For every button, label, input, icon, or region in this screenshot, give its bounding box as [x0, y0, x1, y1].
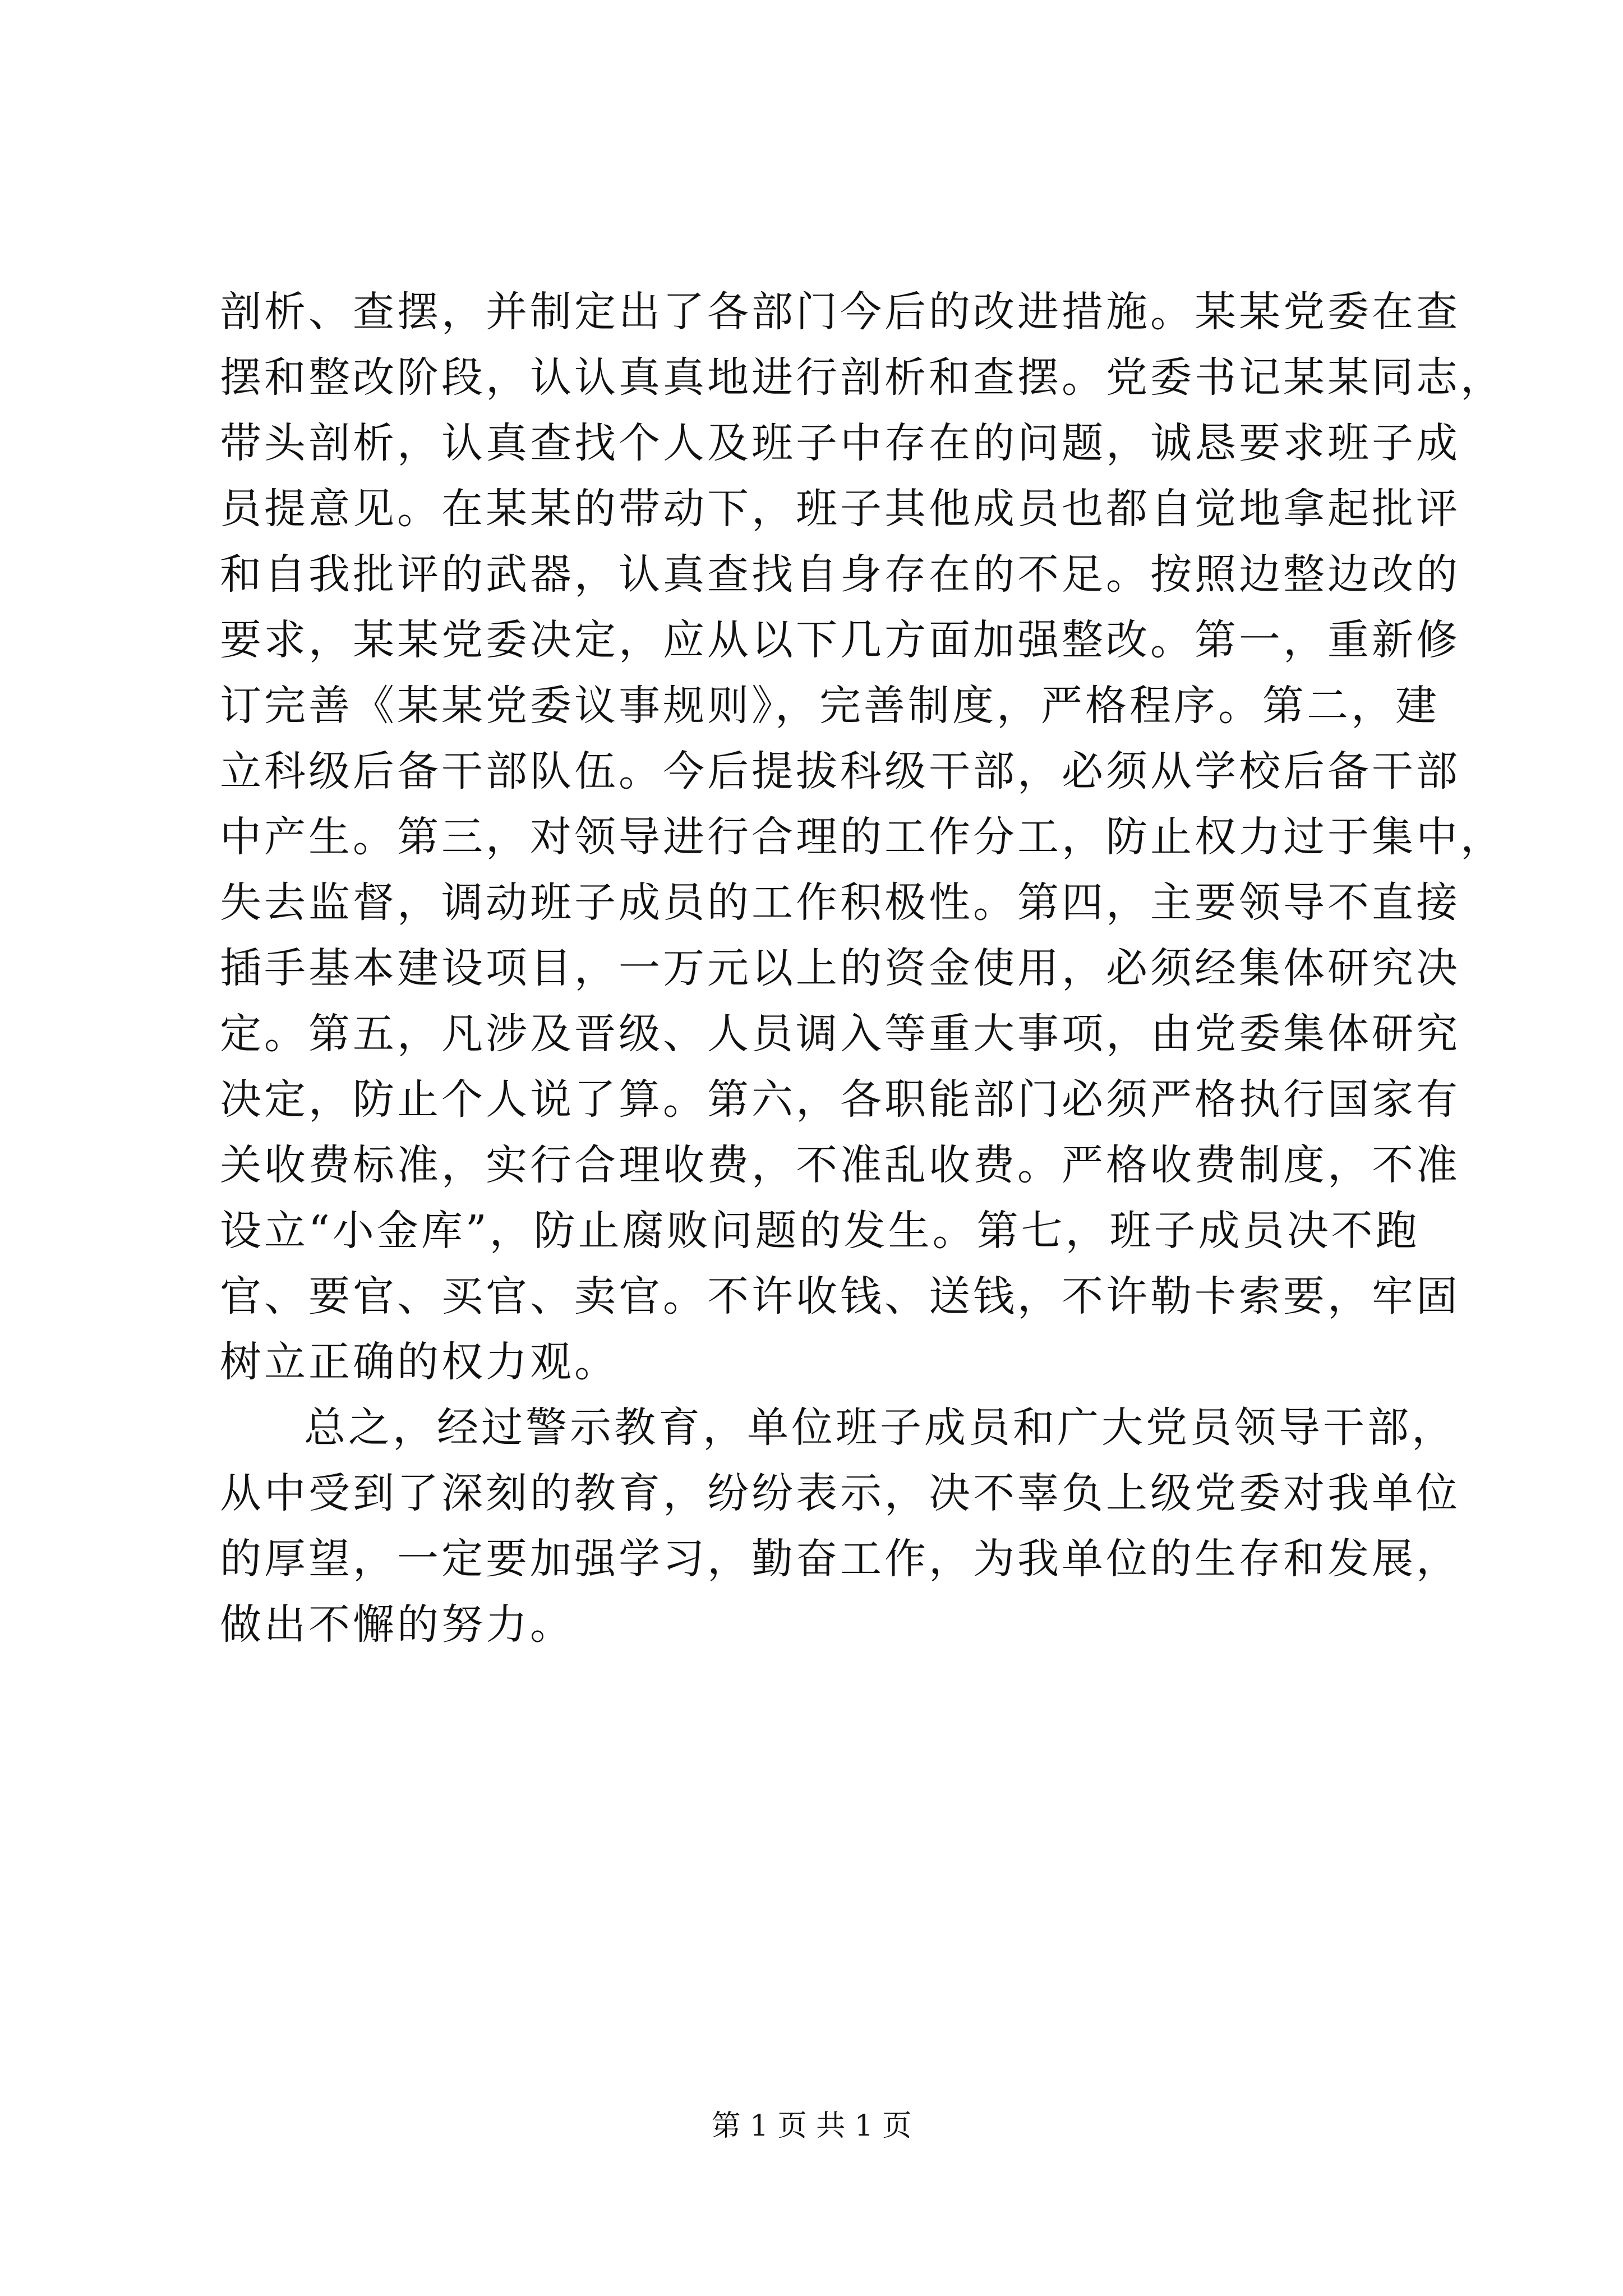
- text-line: 立科级后备干部队伍。今后提拔科级干部，必须从学校后备干部: [220, 747, 1460, 795]
- text-line: 关收费标准，实行合理收费，不准乱收费。严格收费制度，不准: [220, 1141, 1460, 1189]
- text-line: 定。第五，凡涉及晋级、人员调入等重大事项，由党委集体研究: [220, 1010, 1460, 1058]
- text-line: 的厚望，一定要加强学习，勤奋工作，为我单位的生存和发展，: [220, 1535, 1460, 1583]
- text-line: 决定，防止个人说了算。第六，各职能部门必须严格执行国家有: [220, 1075, 1460, 1124]
- text-line: 带头剖析，认真查找个人及班子中存在的问题，诚恳要求班子成: [220, 419, 1460, 467]
- text-line: 插手基本建设项目，一万元以上的资金使用，必须经集体研究决: [220, 944, 1460, 992]
- text-line: 做出不懈的努力。: [220, 1600, 574, 1649]
- text-line: 树立正确的权力观。: [220, 1338, 619, 1386]
- text-line: 员提意见。在某某的带动下，班子其他成员也都自觉地拿起批评: [220, 485, 1460, 533]
- text-line: 剖析、查摆，并制定出了各部门今后的改进措施。某某党委在查: [220, 288, 1460, 336]
- page-number-footer: 第 1 页 共 1 页: [711, 2109, 912, 2143]
- paragraph-first-line: 总之，经过警示教育，单位班子成员和广大党员领导干部，: [304, 1404, 1456, 1452]
- text-line: 从中受到了深刻的教育，纷纷表示，决不辜负上级党委对我单位: [220, 1469, 1460, 1517]
- text-line: 失去监督，调动班子成员的工作积极性。第四，主要领导不直接: [220, 878, 1460, 927]
- text-line: 官、要官、买官、卖官。不许收钱、送钱，不许勒卡索要，牢固: [220, 1272, 1460, 1320]
- document-body: [220, 279, 1505, 1658]
- text-line: 设立“小金库”，防止腐败问题的发生。第七，班子成员决不跑: [220, 1207, 1420, 1255]
- text-line: 中产生。第三，对领导进行合理的工作分工，防止权力过于集中，: [220, 813, 1505, 861]
- text-line: 摆和整改阶段，认认真真地进行剖析和查摆。党委书记某某同志，: [220, 353, 1505, 402]
- text-line: 要求，某某党委决定，应从以下几方面加强整改。第一，重新修: [220, 616, 1460, 664]
- text-line: 和自我批评的武器，认真查找自身存在的不足。按照边整边改的: [220, 550, 1460, 599]
- text-line: 订完善《某某党委议事规则》，完善制度，严格程序。第二，建: [220, 682, 1440, 730]
